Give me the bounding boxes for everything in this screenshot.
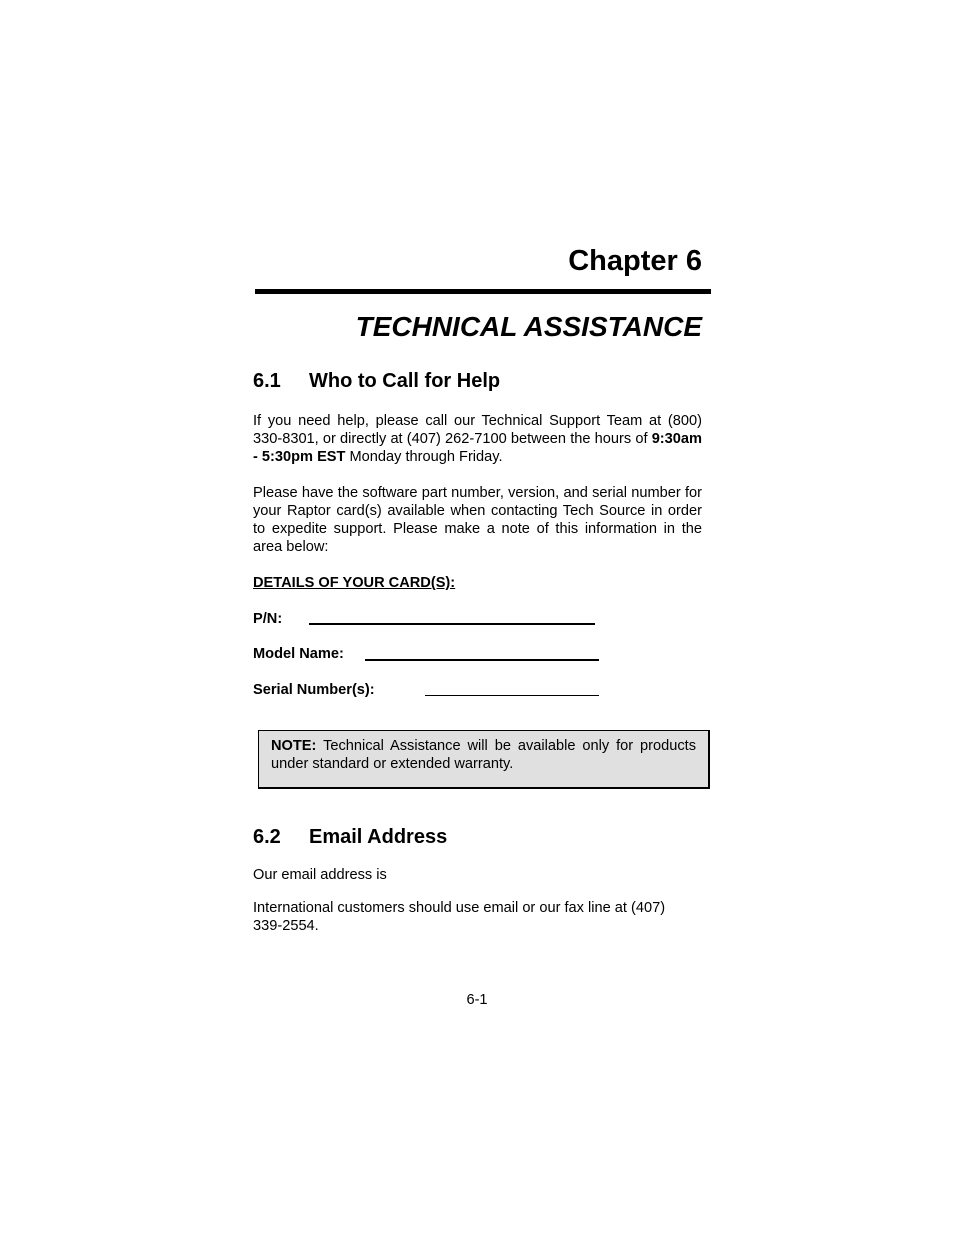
section-6-2-heading xyxy=(253,824,447,850)
section-title: Who to Call for Help xyxy=(309,370,501,392)
warranty-note-box xyxy=(258,730,710,789)
serial-number-label: Serial Number(s): xyxy=(253,682,375,698)
chapter-title: Chapter 6 xyxy=(568,245,702,277)
chapter-subtitle: TECHNICAL ASSISTANCE xyxy=(355,311,702,342)
international-customers-paragraph: International customers should use email or our fax line at (407) 339-2554. xyxy=(253,900,666,934)
chapter-divider-rule xyxy=(255,289,711,294)
serial-number-blank-line xyxy=(425,695,599,696)
part-number-paragraph: Please have the software part number, version, and serial number for your Raptor card(s) available when contacting Tech Source in order to expedite support. Please make a note of this information in the area below: xyxy=(253,485,702,555)
help-contact-text: If you need help, please call our Technical Support Team at (800) 330-8301, or directly at (407) 262-7100 between the hours of xyxy=(253,413,702,447)
note-label: NOTE: xyxy=(271,738,317,754)
support-hours: 9:30am - 5:30pm EST xyxy=(253,431,702,465)
section-title: Email Address xyxy=(309,826,448,848)
help-contact-days: Monday through Friday. xyxy=(345,449,503,465)
pn-blank-line xyxy=(309,623,595,625)
email-address-paragraph: Our email address is xyxy=(253,867,387,883)
model-name-label: Model Name: xyxy=(253,646,344,662)
help-contact-paragraph xyxy=(253,412,702,466)
pn-label: P/N: xyxy=(253,611,283,627)
model-name-blank-line xyxy=(365,659,599,661)
section-6-1-heading xyxy=(253,368,500,394)
section-number: 6.1 xyxy=(253,370,281,392)
page-number: 6-1 xyxy=(466,992,488,1008)
section-number: 6.2 xyxy=(253,826,281,848)
card-details-label: DETAILS OF YOUR CARD(S): xyxy=(253,575,456,591)
note-text: Technical Assistance will be available only for products under standard or extended warranty. xyxy=(271,738,696,772)
